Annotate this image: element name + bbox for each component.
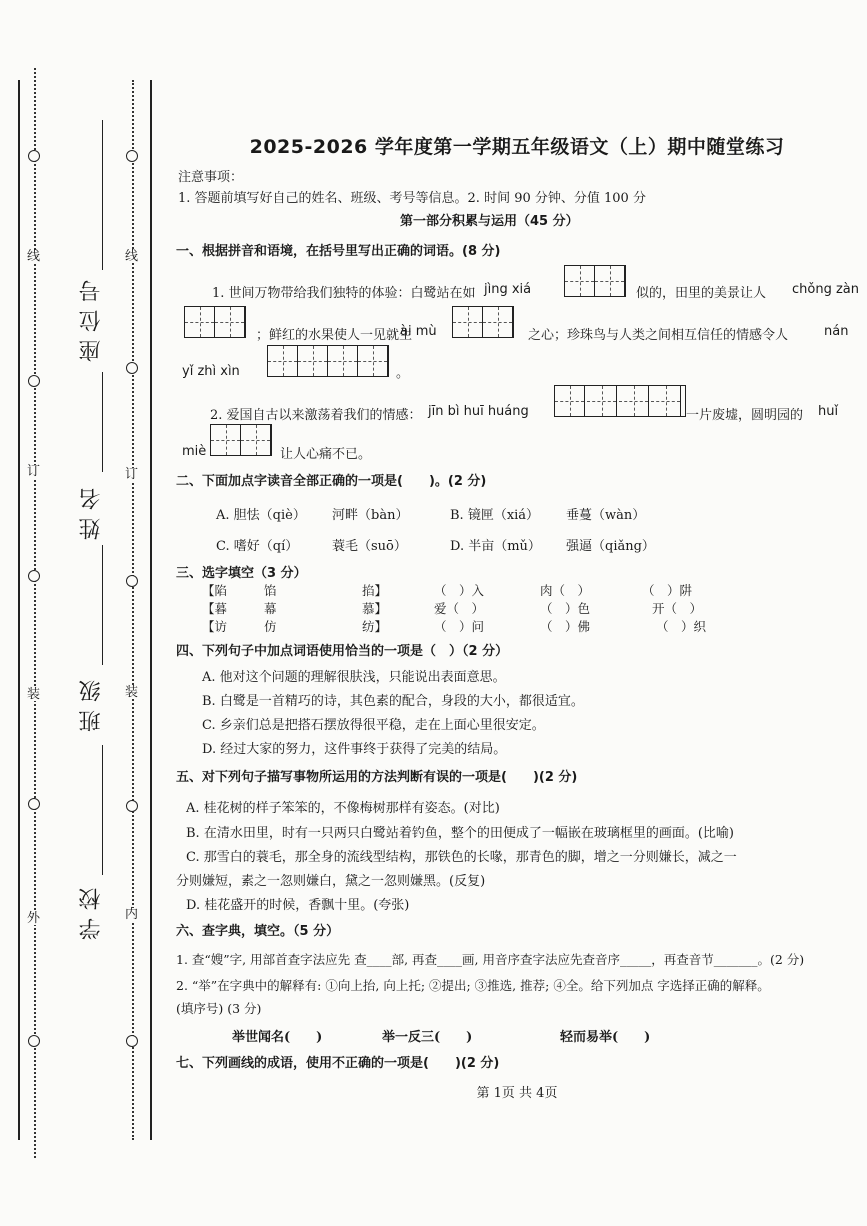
q5-option-c-cont: 分则嫌短，素之一忽则嫌白，黛之一忽则嫌黑。(反复) bbox=[176, 874, 486, 889]
notice-label: 注意事项： bbox=[178, 170, 244, 185]
binding-circle bbox=[126, 575, 138, 587]
binding-circle bbox=[28, 570, 40, 582]
q1-pinyin-aimu: ài mù bbox=[400, 324, 437, 339]
binding-margin bbox=[0, 0, 175, 1226]
class-label: 班级 bbox=[79, 672, 104, 732]
q3-blank[interactable]: 肉（ ） bbox=[540, 583, 591, 598]
q1-pinyin-nan: nán bbox=[824, 324, 849, 339]
q1-sentence-2a: 2. 爱国自古以来激荡着我们的情感： bbox=[210, 408, 422, 423]
binding-mark-xian: 线 bbox=[27, 249, 41, 264]
q1-pinyin-hui: huǐ bbox=[818, 404, 839, 419]
page-footer: 第 1页 共 4页 bbox=[476, 1086, 558, 1101]
answer-grid-chengzan[interactable] bbox=[184, 306, 246, 338]
exam-paper bbox=[172, 0, 862, 1226]
q1-title: 一、根据拼音和语境，在括号里写出正确的词语。(8 分) bbox=[176, 244, 501, 259]
q5-option-c[interactable]: C. 那雪白的蓑毛，那全身的流线型结构，那铁色的长喙，那青色的脚，增之一分则嫌长，减之一 bbox=[186, 850, 737, 865]
binding-mark-ding: 订 bbox=[125, 467, 139, 482]
q2-option-a2: 河畔（bàn） bbox=[332, 508, 409, 523]
binding-mark-wai: 外 bbox=[27, 911, 41, 926]
school-field[interactable] bbox=[102, 745, 103, 875]
answer-grid-huimie[interactable] bbox=[210, 424, 272, 456]
q6-line-2: 2. “举”在字典中的解释有: ①向上抬, 向上托; ②提出; ③推选, 推荐; ④全。给下列加点 字选择正确的解释。 bbox=[176, 978, 770, 993]
q1-sentence-2d: 让人心痛不已。 bbox=[280, 447, 372, 462]
q4-option-c[interactable]: C. 乡亲们总是把搭石摆放得很平稳，走在上面心里很安定。 bbox=[202, 718, 545, 733]
q3-char: 掐】 bbox=[362, 583, 388, 598]
binding-circle bbox=[126, 362, 138, 374]
inner-dotted-line bbox=[132, 80, 134, 1140]
binding-mark-nei: 内 bbox=[125, 907, 139, 922]
q6-item-3[interactable]: 轻而易举( ) bbox=[560, 1030, 651, 1045]
q1-sentence-1e-end: 。 bbox=[396, 366, 410, 381]
q2-title: 二、下面加点字读音全部正确的一项是( )。(2 分) bbox=[176, 474, 487, 489]
q4-title: 四、下列句子中加点词语使用恰当的一项是（ ）（2 分） bbox=[176, 644, 509, 659]
q3-blank[interactable]: 开（ ） bbox=[652, 601, 703, 616]
q5-option-d[interactable]: D. 桂花盛开的时候，香飘十里。(夸张) bbox=[186, 898, 410, 913]
q5-title: 五、对下列句子描写事物所运用的方法判断有误的一项是( )(2 分) bbox=[176, 770, 578, 785]
q1-pinyin-jingxia: jìng xiá bbox=[484, 282, 532, 297]
q1-pinyin-jinbihuihuang: jīn bì huī huáng bbox=[428, 404, 529, 419]
binding-circle bbox=[126, 150, 138, 162]
name-label: 姓名 bbox=[79, 480, 104, 540]
q3-char: 馅 bbox=[264, 583, 277, 598]
binding-mark-ding: 订 bbox=[27, 464, 41, 479]
q5-option-a[interactable]: A. 桂花树的样子笨笨的，不像梅树那样有姿态。(对比) bbox=[186, 801, 500, 816]
q4-option-b[interactable]: B. 白鹭是一首精巧的诗，其色素的配合，身段的大小，都很适宜。 bbox=[202, 694, 584, 709]
inner-border-line bbox=[150, 80, 152, 1140]
q3-blank[interactable]: （ ）问 bbox=[434, 619, 485, 634]
seat-number-field[interactable] bbox=[102, 120, 103, 270]
q6-item-1[interactable]: 举世闻名( ) bbox=[232, 1030, 323, 1045]
name-field[interactable] bbox=[102, 372, 103, 472]
q3-char: 幕 bbox=[264, 601, 277, 616]
q3-blank[interactable]: （ ）阱 bbox=[642, 583, 693, 598]
binding-mark-xian: 线 bbox=[125, 249, 139, 264]
q2-option-c1[interactable]: C. 嗜好（qí） bbox=[216, 539, 299, 554]
q6-item-2[interactable]: 举一反三( ) bbox=[382, 1030, 473, 1045]
q1-pinyin-mie: miè bbox=[182, 444, 207, 459]
q6-line-3: (填序号) (3 分) bbox=[176, 1001, 262, 1016]
q1-pinyin-chengzan: chǒng zàn bbox=[792, 282, 859, 297]
answer-grid-aimu[interactable] bbox=[452, 306, 514, 338]
q1-pinyin-nanyizhixin: yǐ zhì xìn bbox=[182, 364, 240, 379]
q3-char: 【暮 bbox=[202, 601, 228, 616]
q6-line-1[interactable]: 1. 查“嫂”字, 用部首查字法应先 查____部, 再查____画, 用音序查字法应先查音序_____，再查音节_______。(2 分) bbox=[176, 952, 805, 967]
q2-option-b2: 垂蔓（wàn） bbox=[566, 508, 646, 523]
q2-option-d2: 强逼（qiǎng） bbox=[566, 539, 655, 554]
q5-option-b[interactable]: B. 在清水田里，时有一只两只白鹭站着钓鱼，整个的田便成了一幅嵌在玻璃框里的画面。(比喻) bbox=[186, 826, 734, 841]
q3-char: 【访 bbox=[202, 619, 228, 634]
q3-char: 纺】 bbox=[362, 619, 388, 634]
binding-mark-zhuang: 装 bbox=[27, 687, 41, 702]
binding-mark-zhuang: 装 bbox=[125, 685, 139, 700]
q1-sentence-1b: 似的，田里的美景让人 bbox=[636, 286, 767, 301]
q3-char: 仿 bbox=[264, 619, 277, 634]
q3-title: 三、选字填空（3 分） bbox=[176, 566, 307, 581]
outer-dotted-line bbox=[34, 68, 36, 1158]
binding-circle bbox=[28, 1035, 40, 1047]
q2-option-c2: 蓑毛（suō） bbox=[332, 539, 407, 554]
q3-char: 慕】 bbox=[362, 601, 388, 616]
q1-sentence-2b: 一片废墟，圆明园的 bbox=[686, 408, 804, 423]
q4-option-d[interactable]: D. 经过大家的努力，这件事终于获得了完美的结局。 bbox=[202, 742, 507, 757]
q6-title: 六、查字典，填空。（5 分） bbox=[176, 924, 340, 939]
binding-circle bbox=[28, 798, 40, 810]
binding-circle bbox=[126, 800, 138, 812]
outer-border-line bbox=[18, 80, 20, 1140]
q2-option-a1[interactable]: A. 胆怯（qiè） bbox=[216, 508, 306, 523]
binding-circle bbox=[28, 150, 40, 162]
q2-option-d1[interactable]: D. 半亩（mǔ） bbox=[450, 539, 541, 554]
q4-option-a[interactable]: A. 他对这个问题的理解很肤浅，只能说出表面意思。 bbox=[202, 670, 506, 685]
seat-number-label: 座位号 bbox=[79, 272, 104, 362]
q3-blank[interactable]: （ ）色 bbox=[540, 601, 591, 616]
binding-circle bbox=[126, 1035, 138, 1047]
q3-char: 【陷 bbox=[202, 583, 228, 598]
q7-title: 七、下列画线的成语，使用不正确的一项是( )(2 分) bbox=[176, 1056, 500, 1071]
binding-circle bbox=[28, 375, 40, 387]
school-label: 学校 bbox=[79, 880, 104, 940]
part1-heading: 第一部分积累与运用（45 分） bbox=[400, 214, 579, 229]
q1-sentence-1a: 1. 世间万物带给我们独特的体验：白鹭站在如 bbox=[212, 286, 476, 301]
q3-blank[interactable]: （ ）入 bbox=[434, 583, 485, 598]
q3-blank[interactable]: 爱（ ） bbox=[434, 601, 485, 616]
q1-sentence-1c: ；鲜红的水果使人一见就生 bbox=[256, 328, 413, 343]
answer-grid-jinbihuihuang[interactable] bbox=[554, 385, 686, 417]
class-field[interactable] bbox=[102, 545, 103, 665]
notice-text: 1. 答题前填写好自己的姓名、班级、考号等信息。2. 时间 90 分钟、分值 100 分 bbox=[178, 191, 646, 206]
q2-option-b1[interactable]: B. 镜匣（xiá） bbox=[450, 508, 540, 523]
q3-blank[interactable]: （ ）织 bbox=[656, 619, 707, 634]
exam-title: 2025-2026 学年度第一学期五年级语文（上）期中随堂练习 bbox=[249, 136, 785, 158]
q3-blank[interactable]: （ ）佛 bbox=[540, 619, 591, 634]
answer-grid-jingxia[interactable] bbox=[564, 265, 626, 297]
answer-grid-nanyizhixin[interactable] bbox=[267, 345, 389, 377]
q1-sentence-1d: 之心；珍珠鸟与人类之间相互信任的情感令人 bbox=[528, 328, 789, 343]
